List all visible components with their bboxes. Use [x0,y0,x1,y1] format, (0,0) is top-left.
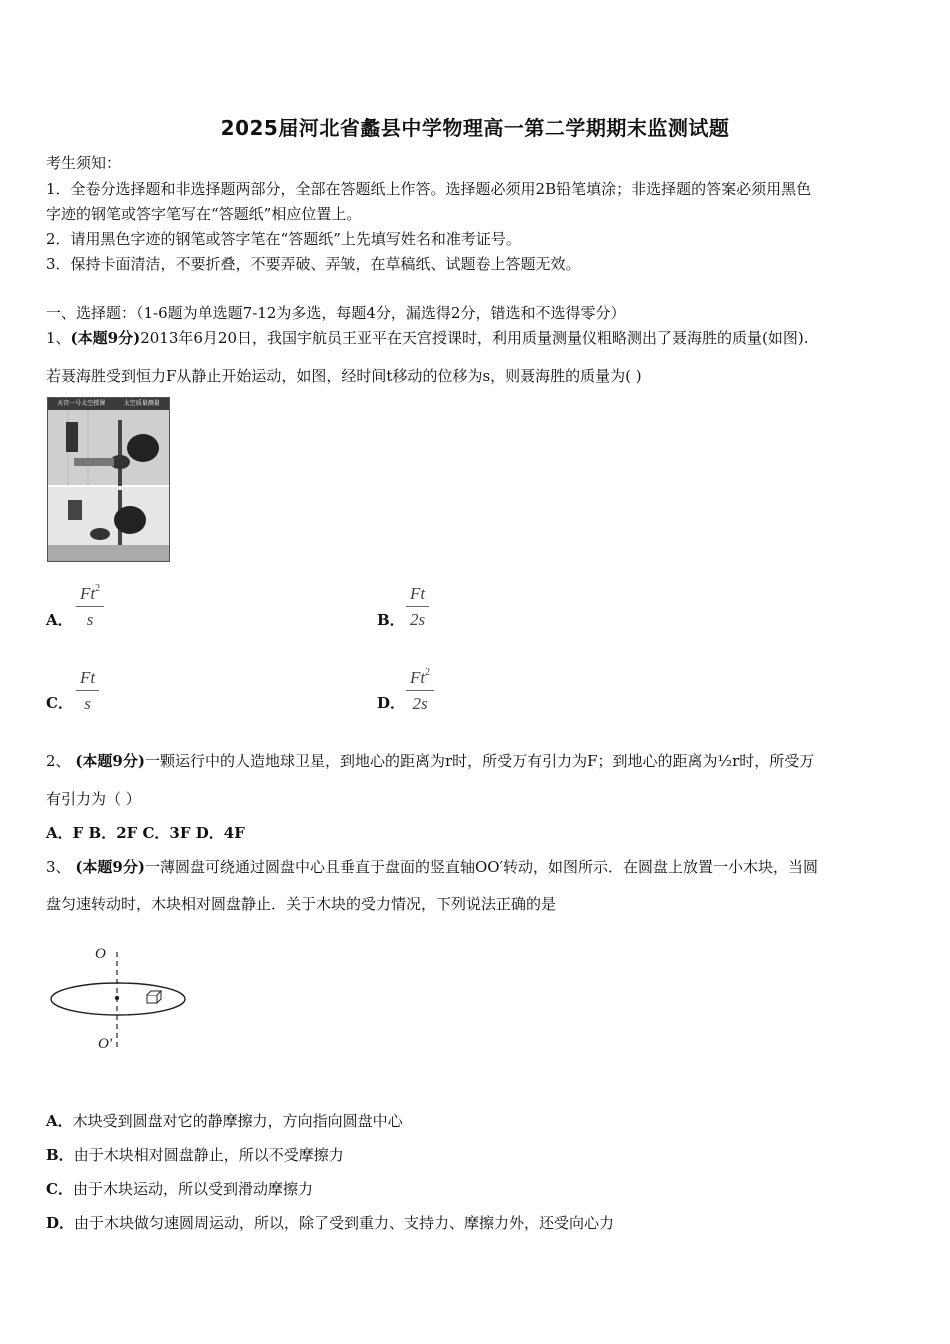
question-1-line-2: 若聂海胜受到恒力F从静止开始运动，如图，经时间t移动的位移为s，则聂海胜的质量为( ) [46,367,642,385]
question-number: 1、 [46,329,71,347]
q2-choices: A．F B．2F C．3F D．4F [46,824,245,842]
option-label: C． [46,1180,73,1198]
notice-heading: 考生须知： [46,154,122,172]
q3-option-d [46,1212,614,1233]
q1-option-c-formula: $\frac{Ft}{s}$ [76,667,99,714]
option-text: 木块受到圆盘对它的静摩擦力，方向指向圆盘中心 [72,1112,403,1130]
q1-option-d-formula: $\frac{Ft^2}{2s}$ [406,667,434,714]
q3-option-c [46,1178,313,1199]
question-score-tag: (本题9分) [70,329,141,347]
question-2-line-2: 有引力为（ ） [46,790,141,808]
notice-item: 1．全卷分选择题和非选择题两部分，全部在答题纸上作答。选择题必须用2B铅笔填涂；非选择题的答案必须用黑色 [46,180,812,198]
axis-label-bottom: O′ [98,1036,113,1052]
notice-item: 字迹的钢笔或答字笔写在“答题纸”相应位置上。 [46,205,362,223]
question-1-line-1 [46,327,808,348]
question-score-tag: (本题9分) [75,752,145,770]
option-label: B． [46,1146,74,1164]
page-title: 2025届河北省蠡县中学物理高一第二学期期末监测试题 [220,116,730,140]
question-text: 2013年6月20日，我国宇航员王亚平在天宫授课时，利用质量测量仪粗略测出了聂海胜的质量(如图). [140,329,809,347]
option-label: D． [46,1214,75,1232]
q1-option-d-label: D． [377,694,406,712]
option-label: A． [46,1112,73,1130]
rotating-disc-diagram [40,938,200,1058]
q1-option-a-label: A． [46,611,73,629]
astronaut-illustration [48,410,169,561]
q1-option-c-label: C． [46,694,73,712]
disc-center [115,996,119,1000]
q1-option-a-formula: $\frac{Ft^2}{s}$ [76,583,104,630]
question-text: 一薄圆盘可绕通过圆盘中心且垂直于盘面的竖直轴OO′转动，如图所示．在圆盘上放置一小木块，当圆 [144,858,818,876]
photo-caption-left: 天宫一号太空授课 [57,400,106,407]
photo-caption-right: 太空质量测量 [123,400,160,407]
question-3-line-2: 盘匀速转动时，木块相对圆盘静止．关于木块的受力情况，下列说法正确的是 [46,895,557,913]
question-2-line-1 [46,750,814,771]
question-number: 2、 [46,752,71,770]
notice-item: 3．保持卡面清洁，不要折叠，不要弄破、弄皱，在草稿纸、试题卷上答题无效。 [46,255,581,273]
wood-block [147,991,161,1003]
question-text: 一颗运行中的人造地球卫星，到地心的距离为r时，所受万有引力为F；到地心的距离为½r时，所受万 [144,752,815,770]
q1-option-b-label: B． [377,611,405,629]
option-text: 由于木块运动，所以受到滑动摩擦力 [72,1180,313,1198]
section-heading: 一、选择题：（1-6题为单选题7-12为多选，每题4分，漏选得2分，错选和不选得零分） [46,304,626,322]
photo-caption-bar [48,398,169,410]
option-text: 由于木块相对圆盘静止，所以不受摩擦力 [73,1146,344,1164]
axis-label-top: O [95,946,106,962]
q1-option-b-formula: $\frac{Ft}{2s}$ [406,583,429,630]
question-3-line-1 [46,856,818,877]
q3-option-b [46,1144,344,1165]
question-number: 3、 [46,858,71,876]
option-text: 由于木块做匀速圆周运动，所以，除了受到重力、支持力、摩擦力外，还受向心力 [74,1214,615,1232]
q1-photo [47,397,170,562]
q3-option-a [46,1110,403,1131]
question-score-tag: (本题9分) [75,858,145,876]
notice-item: 2．请用黑色字迹的钢笔或答字笔在“答题纸”上先填写姓名和准考证号。 [46,230,521,248]
